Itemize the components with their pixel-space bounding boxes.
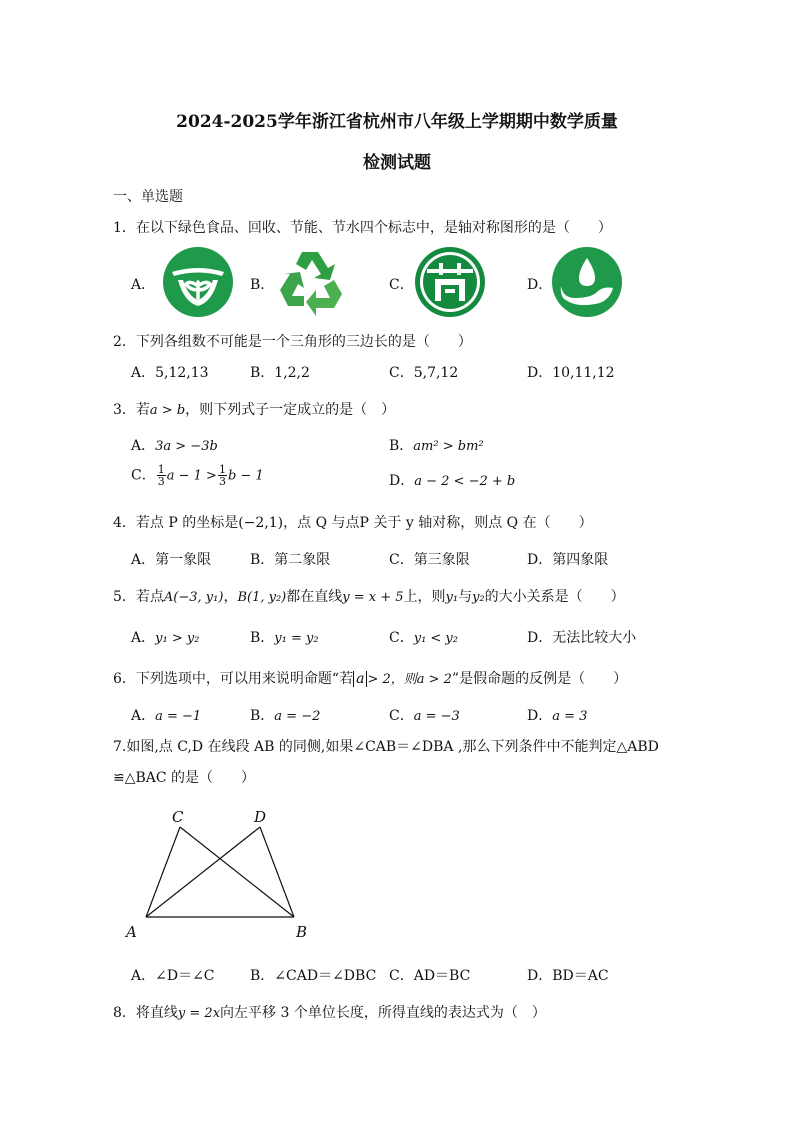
- question-3-stem: [113, 399, 395, 419]
- question-4-stem: 4．若点 P 的坐标是(−2,1)，点 Q 与点P 关于 y 轴对称，则点 Q 在（ ）: [113, 515, 593, 531]
- question-3-option-b: [389, 435, 484, 455]
- question-6-absolute-value: a: [353, 671, 367, 687]
- fraction-numerator: 1: [218, 463, 226, 476]
- question-3-option-a: [131, 435, 218, 455]
- question-3-option-c-end: b − 1: [227, 468, 264, 484]
- question-8-stem-post: 向左平移 3 个单位长度，所得直线的表达式为（ ）: [220, 1005, 546, 1021]
- question-5-line: y = x + 5: [342, 590, 404, 605]
- page-title-line1: 2024-2025学年浙江省杭州市八年级上学期期中数学质量: [176, 112, 618, 132]
- question-3-option-c-mid: a − 1 >: [166, 468, 217, 484]
- question-3-option-d-math: a − 2 < −2 + b: [414, 474, 516, 489]
- question-5-option-a-label: A．: [131, 630, 156, 646]
- question-3-stem-post: ，则下列式子一定成立的是（ ）: [185, 402, 396, 418]
- vertex-label-b: B: [296, 923, 308, 941]
- question-5-option-b-math: y₁ = y₂: [274, 631, 319, 646]
- question-3-option-c: [131, 464, 264, 487]
- question-5-option-b: [250, 627, 319, 647]
- fraction: [218, 464, 227, 487]
- question-4-option-d: D．第四象限: [527, 552, 609, 568]
- water-saving-logo-icon: [551, 246, 623, 318]
- question-6-option-d: [527, 705, 587, 725]
- question-5-option-c: [389, 627, 458, 647]
- question-7-option-b: B．∠CAD＝∠DBC: [250, 968, 377, 984]
- triangle-figure: [120, 800, 320, 945]
- question-3-option-b-label: B．: [389, 438, 414, 454]
- question-3-option-a-label: A．: [131, 438, 156, 454]
- question-5-option-c-math: y₁ < y₂: [413, 631, 458, 646]
- question-4-option-a: A．第一象限: [131, 552, 212, 568]
- question-6-option-d-label: D．: [527, 708, 553, 724]
- question-5-stem-text: 与: [458, 589, 473, 605]
- question-5-stem: [113, 586, 625, 606]
- question-7-stem-line1: 7.如图,点 C,D 在线段 AB 的同侧,如果∠CAB＝∠DBA ,那么下列条件中不能判定△ABD: [113, 739, 659, 755]
- question-5-stem-text: 都在直线: [286, 589, 343, 605]
- question-5-stem-text: ，: [223, 589, 238, 605]
- page-title-line2: 检测试题: [363, 153, 431, 173]
- question-6-option-a-label: A．: [131, 708, 156, 724]
- question-6-option-b-math: a = −2: [274, 709, 321, 724]
- question-8-stem: [113, 1002, 546, 1022]
- question-1-option-c: C．: [389, 277, 414, 293]
- question-6-option-c-math: a = −3: [413, 709, 460, 724]
- question-3-stem-pre: 3．若: [113, 402, 150, 418]
- question-8-stem-pre: 8．将直线: [113, 1005, 178, 1021]
- question-6-stem-mid: > 2，则: [367, 672, 417, 687]
- question-5-stem-pre: 5．若点: [113, 589, 164, 605]
- vertex-label-d: D: [254, 808, 267, 826]
- question-3-option-d-label: D．: [389, 473, 415, 489]
- question-5-option-a-math: y₁ > y₂: [155, 631, 200, 646]
- question-2-option-b: B．1,2,2: [250, 365, 310, 381]
- question-5-y2: y₂: [472, 590, 485, 605]
- question-5-stem-text: 上，则: [403, 589, 446, 605]
- question-1-option-b: B．: [250, 277, 275, 293]
- fraction-numerator: 1: [157, 463, 165, 476]
- question-5-option-b-label: B．: [250, 630, 275, 646]
- question-5-stem-post: 的大小关系是（ ）: [484, 589, 625, 605]
- question-5-point-b: B(1, y₂): [237, 590, 287, 605]
- question-3-option-d: [389, 470, 515, 490]
- fraction-denominator: 3: [157, 475, 165, 488]
- energy-saving-logo-icon: [413, 245, 487, 319]
- question-2-option-a: A．5,12,13: [131, 365, 209, 381]
- question-2-option-d: D．10,11,12: [527, 365, 615, 381]
- question-3-option-c-label: C．: [131, 467, 156, 484]
- vertex-label-c: C: [172, 808, 184, 826]
- question-6-stem-post: ”是假命题的反例是（ ）: [451, 671, 628, 687]
- question-4-option-c: C．第三象限: [389, 552, 470, 568]
- question-6-option-c-label: C．: [389, 708, 414, 724]
- question-6-option-c: [389, 705, 460, 725]
- question-5-y1: y₁: [445, 590, 459, 605]
- fraction-denominator: 3: [218, 475, 226, 488]
- question-6-stem-pre: 6．下列选项中，可以用来说明命题“若: [113, 671, 354, 687]
- question-7-option-d: D．BD＝AC: [527, 968, 609, 984]
- question-7-option-a: A．∠D＝∠C: [131, 968, 215, 984]
- recycle-logo-icon: [272, 246, 350, 318]
- green-food-logo-icon: [162, 246, 234, 318]
- question-6-option-b-label: B．: [250, 708, 275, 724]
- question-6-stem: [113, 668, 627, 688]
- question-3-option-b-math: am² > bm²: [413, 439, 484, 454]
- section-heading: 一、单选题: [113, 189, 183, 205]
- question-2-stem: 2．下列各组数不可能是一个三角形的三边长的是（ ）: [113, 334, 472, 350]
- question-2-option-c: C．5,7,12: [389, 365, 459, 381]
- question-6-option-a-math: a = −1: [155, 709, 202, 724]
- question-7-stem-line2: ≌△BAC 的是（ ）: [113, 770, 256, 786]
- vertex-label-a: A: [126, 923, 137, 941]
- question-1-option-d: D．: [527, 277, 553, 293]
- question-1-stem: 1．在以下绿色食品、回收、节能、节水四个标志中，是轴对称图形的是（ ）: [113, 220, 612, 236]
- question-6-option-a: [131, 705, 201, 725]
- question-3-stem-math: a > b: [149, 403, 186, 418]
- question-5-option-a: [131, 627, 199, 647]
- question-6-option-b: [250, 705, 320, 725]
- question-4-option-b: B．第二象限: [250, 552, 331, 568]
- question-7-option-c: C．AD＝BC: [389, 968, 471, 984]
- question-5-option-c-label: C．: [389, 630, 414, 646]
- question-6-option-d-math: a = 3: [552, 709, 588, 724]
- question-8-stem-math: y = 2x: [177, 1006, 221, 1021]
- question-6-stem-math: a > 2: [416, 672, 452, 687]
- question-3-option-a-math: 3a > −3b: [155, 439, 218, 454]
- fraction: [157, 464, 166, 487]
- question-5-option-d: D．无法比较大小: [527, 630, 637, 646]
- question-5-point-a: A(−3, y₁): [163, 590, 224, 605]
- question-1-option-a: A．: [131, 277, 156, 293]
